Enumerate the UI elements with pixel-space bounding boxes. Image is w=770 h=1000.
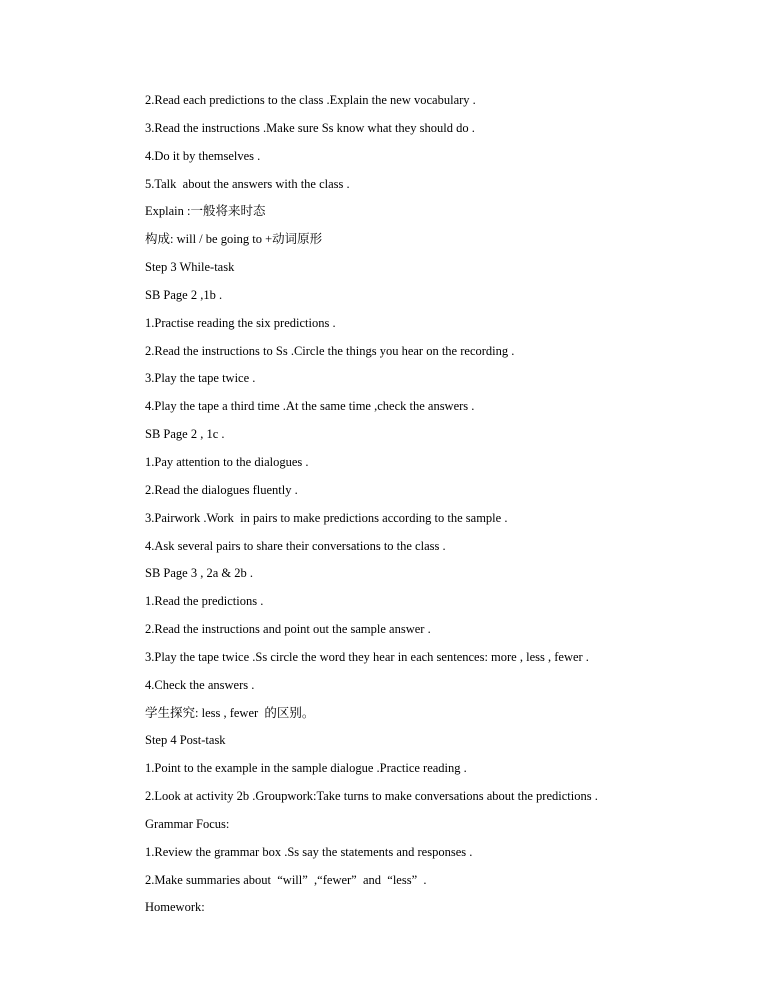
section-heading: Grammar Focus: (145, 816, 230, 831)
section-heading: Homework: (145, 900, 205, 915)
text-line: 3.Pairwork .Work in pairs to make predictions according to the sample . (145, 510, 508, 525)
text-line: SB Page 2 ,1b . (145, 287, 223, 302)
text-line: Explain :一般将来时态 (145, 204, 266, 219)
text-line: 1.Point to the example in the sample dialogue .Practice reading . (145, 761, 467, 776)
text-line: 4.Play the tape a third time .At the same time ,check the answers . (145, 399, 475, 414)
text-line: SB Page 2 , 1c . (145, 427, 225, 442)
text-line: 4.Check the answers . (145, 677, 255, 692)
text-line: 3.Play the tape twice . (145, 371, 256, 386)
text-line: 1.Pay attention to the dialogues . (145, 454, 309, 469)
text-line: 2.Read the dialogues fluently . (145, 482, 298, 497)
text-line: 4.Do it by themselves . (145, 148, 261, 163)
text-line: 3.Read the instructions .Make sure Ss know what they should do . (145, 120, 475, 135)
text-line: 1.Practise reading the six predictions . (145, 315, 336, 330)
section-heading: Step 3 While-task (145, 260, 235, 275)
text-line: 2.Read the instructions and point out the sample answer . (145, 622, 431, 637)
text-line: 2.Read the instructions to Ss .Circle the things you hear on the recording . (145, 343, 515, 358)
text-line: 1.Read the predictions . (145, 594, 264, 609)
text-line: 4.Ask several pairs to share their conversations to the class . (145, 538, 446, 553)
text-line: 2.Look at activity 2b .Groupwork:Take turns to make conversations about the predictions . (145, 789, 598, 804)
text-line: 3.Play the tape twice .Ss circle the word they hear in each sentences: more , less , fewer . (145, 649, 589, 664)
section-heading: Step 4 Post-task (145, 733, 226, 748)
text-line: 1.Review the grammar box .Ss say the statements and responses . (145, 844, 473, 859)
document-body (145, 90, 745, 925)
text-line: 2.Make summaries about “will” ,“fewer” and “less” . (145, 872, 427, 887)
text-line: 5.Talk about the answers with the class . (145, 176, 350, 191)
text-line: 2.Read each predictions to the class .Explain the new vocabulary . (145, 93, 476, 107)
text-line: 学生探究: less , fewer 的区别。 (145, 705, 315, 720)
text-line: SB Page 3 , 2a & 2b . (145, 566, 253, 581)
text-line: 构成: will / be going to +动词原形 (145, 232, 323, 247)
